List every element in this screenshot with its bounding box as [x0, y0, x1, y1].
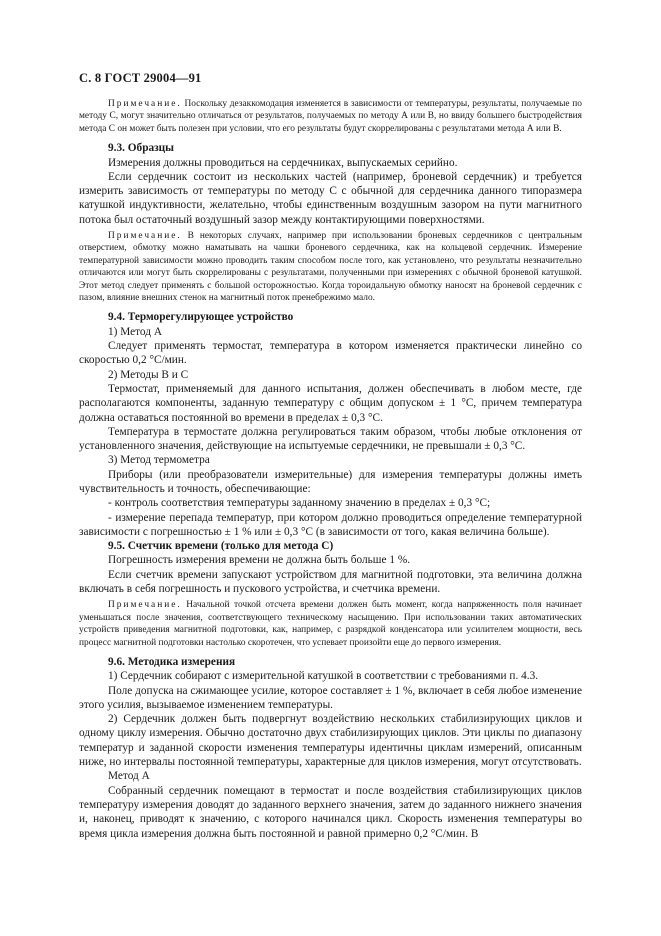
page-content	[79, 98, 582, 841]
note-text: Начальной точкой отсчета времени должен быть момент, когда напряженность поля начинает уменьшаться после значения, соответствующего техническому насыщению. При использовании таких автоматических устройств приведения магнитной подготовки, как, например, с разрядкой конденсатора или усилителем мощности, весь процесс магнитной подготовки настолько скоротечен, что успевает произойти еще до первого измерения.	[79, 600, 583, 648]
paragraph: 2) Сердечник должен быть подвергнут воздействию нескольких стабилизирующих циклов и одному циклу измерения. Обычно достаточно двух стабилизирующих циклов. Эти циклы по диапазону температур и заданной скорости изменения температуры идентичны циклам измерений, описанным ниже, но интервалы постоянной температуры, характерные для циклов измерения, могут отсутствовать.	[79, 713, 582, 769]
note-paragraph	[79, 98, 582, 135]
paragraph: Если сердечник состоит из нескольких частей (например, броневой сердечник) и требуется измерить зависимость от температуры по методу С с обычной для сердечника данного типоразмера катушкой индуктивности, желательно, чтобы единственным воздушным зазором на пути магнитного потока был остаточный воздушный зазор между контактирующими поверхностями.	[79, 170, 582, 226]
method-title: 1) Метод А	[108, 325, 162, 338]
paragraph: Температура в термостате должна регулироваться таким образом, чтобы любые отклонения от установленного значения, действующие на испытуемые сердечники, не превышали ± 0,3 °С.	[79, 425, 582, 453]
bullet-item: - измерение перепада температур, при котором должно проводиться определение температурной зависимости с погрешностью ± 1 % или ± 0,3 °С (в зависимости от того, какая величина больше).	[79, 511, 582, 538]
bullet-item: - контроль соответствия температуры заданному значению в пределах ± 0,3 °С;	[108, 497, 491, 510]
section-heading-9-4: 9.4. Терморегулирующее устройство	[108, 311, 294, 324]
note-label: Примечание.	[108, 600, 182, 611]
paragraph: 1) Сердечник собирают с измерительной катушкой в соответствии с требованиями п. 4.3.	[108, 670, 539, 683]
paragraph: Собранный сердечник помещают в термостат и после воздействия стабилизирующих циклов температуру измерения доводят до заданного верхнего значения, затем до заданного нижнего значения и, наконец, приводят к значению, с которого начинался цикл. Скорость изменения температуры во время цикла измерения должна быть постоянной и равной примерно 0,2 °С/мин. В	[79, 784, 582, 840]
paragraph: Измерения должны проводиться на сердечниках, выпускаемых серийно.	[108, 156, 458, 169]
paragraph: Термостат, применяемый для данного испытания, должен обеспечивать в любом месте, где располагаются компоненты, заданную температуру с общим допуском ± 1 °С, причем температура должна оставаться постоянной во времени в пределах ± 0,3 °С.	[79, 382, 582, 424]
method-title: Метод А	[108, 770, 150, 783]
note-label: Примечание.	[108, 99, 182, 109]
section-heading-9-5: 9.5. Счетчик времени (только для метода С)	[108, 540, 334, 553]
paragraph: Если счетчик времени запускают устройством для магнитной подготовки, эта величина должна включать в себя погрешность и пускового устройства, и счетчика времени.	[79, 568, 582, 596]
paragraph: Поле допуска на сжимающее усилие, которое составляет ± 1 %, включает в себя любое изменение этого усилия, вызываемое изменением температуры.	[79, 684, 582, 711]
note-paragraph	[79, 230, 582, 304]
method-title: 3) Метод термометра	[108, 454, 210, 467]
note-text: Поскольку дезаккомодация изменяется в зависимости от температуры, результаты, получаемые по методу С, могут значительно отличаться от результатов, получаемых по методу А или В, но ввиду большего быстродействия метода С он может быть полезен при условии, что его результаты будут скоррелированы с результатами метода А или В.	[79, 99, 582, 134]
paragraph: Погрешность измерения времени не должна быть больше 1 %.	[108, 554, 411, 567]
note-paragraph	[79, 599, 582, 649]
section-heading-9-3: 9.3. Образцы	[108, 142, 175, 155]
section-heading-9-6: 9.6. Методика измерения	[108, 656, 236, 668]
method-title: 2) Методы В и С	[108, 368, 189, 381]
note-text: В некоторых случаях, например при использовании броневых сердечников с центральным отверстием, обмотку можно наматывать на чашки броневого сердечника, как на кольцевой сердечник. Измерение температурной зависимости можно проводить таким способом после того, как установлено, что результаты незначительно отличаются или могут быть скоррелированы с результатами, полученными при измерениях с обычной броневой катушкой. Этот метод следует применять с большой осторожностью. Когда тороидальную обмотку наносят на броневой сердечник с пазом, влияние внешних стенок на магнитный поток пренебрежимо мало.	[79, 231, 582, 304]
paragraph: Приборы (или преобразователи измерительные) для измерения температуры должны иметь чувствительность и точность, обеспечивающие:	[79, 468, 582, 495]
page-header: С. 8 ГОСТ 29004—91	[79, 71, 202, 85]
paragraph: Следует применять термостат, температура в котором изменяется практически линейно со скоростью 0,2 °С/мин.	[79, 340, 582, 367]
note-label: Примечание.	[108, 231, 182, 241]
